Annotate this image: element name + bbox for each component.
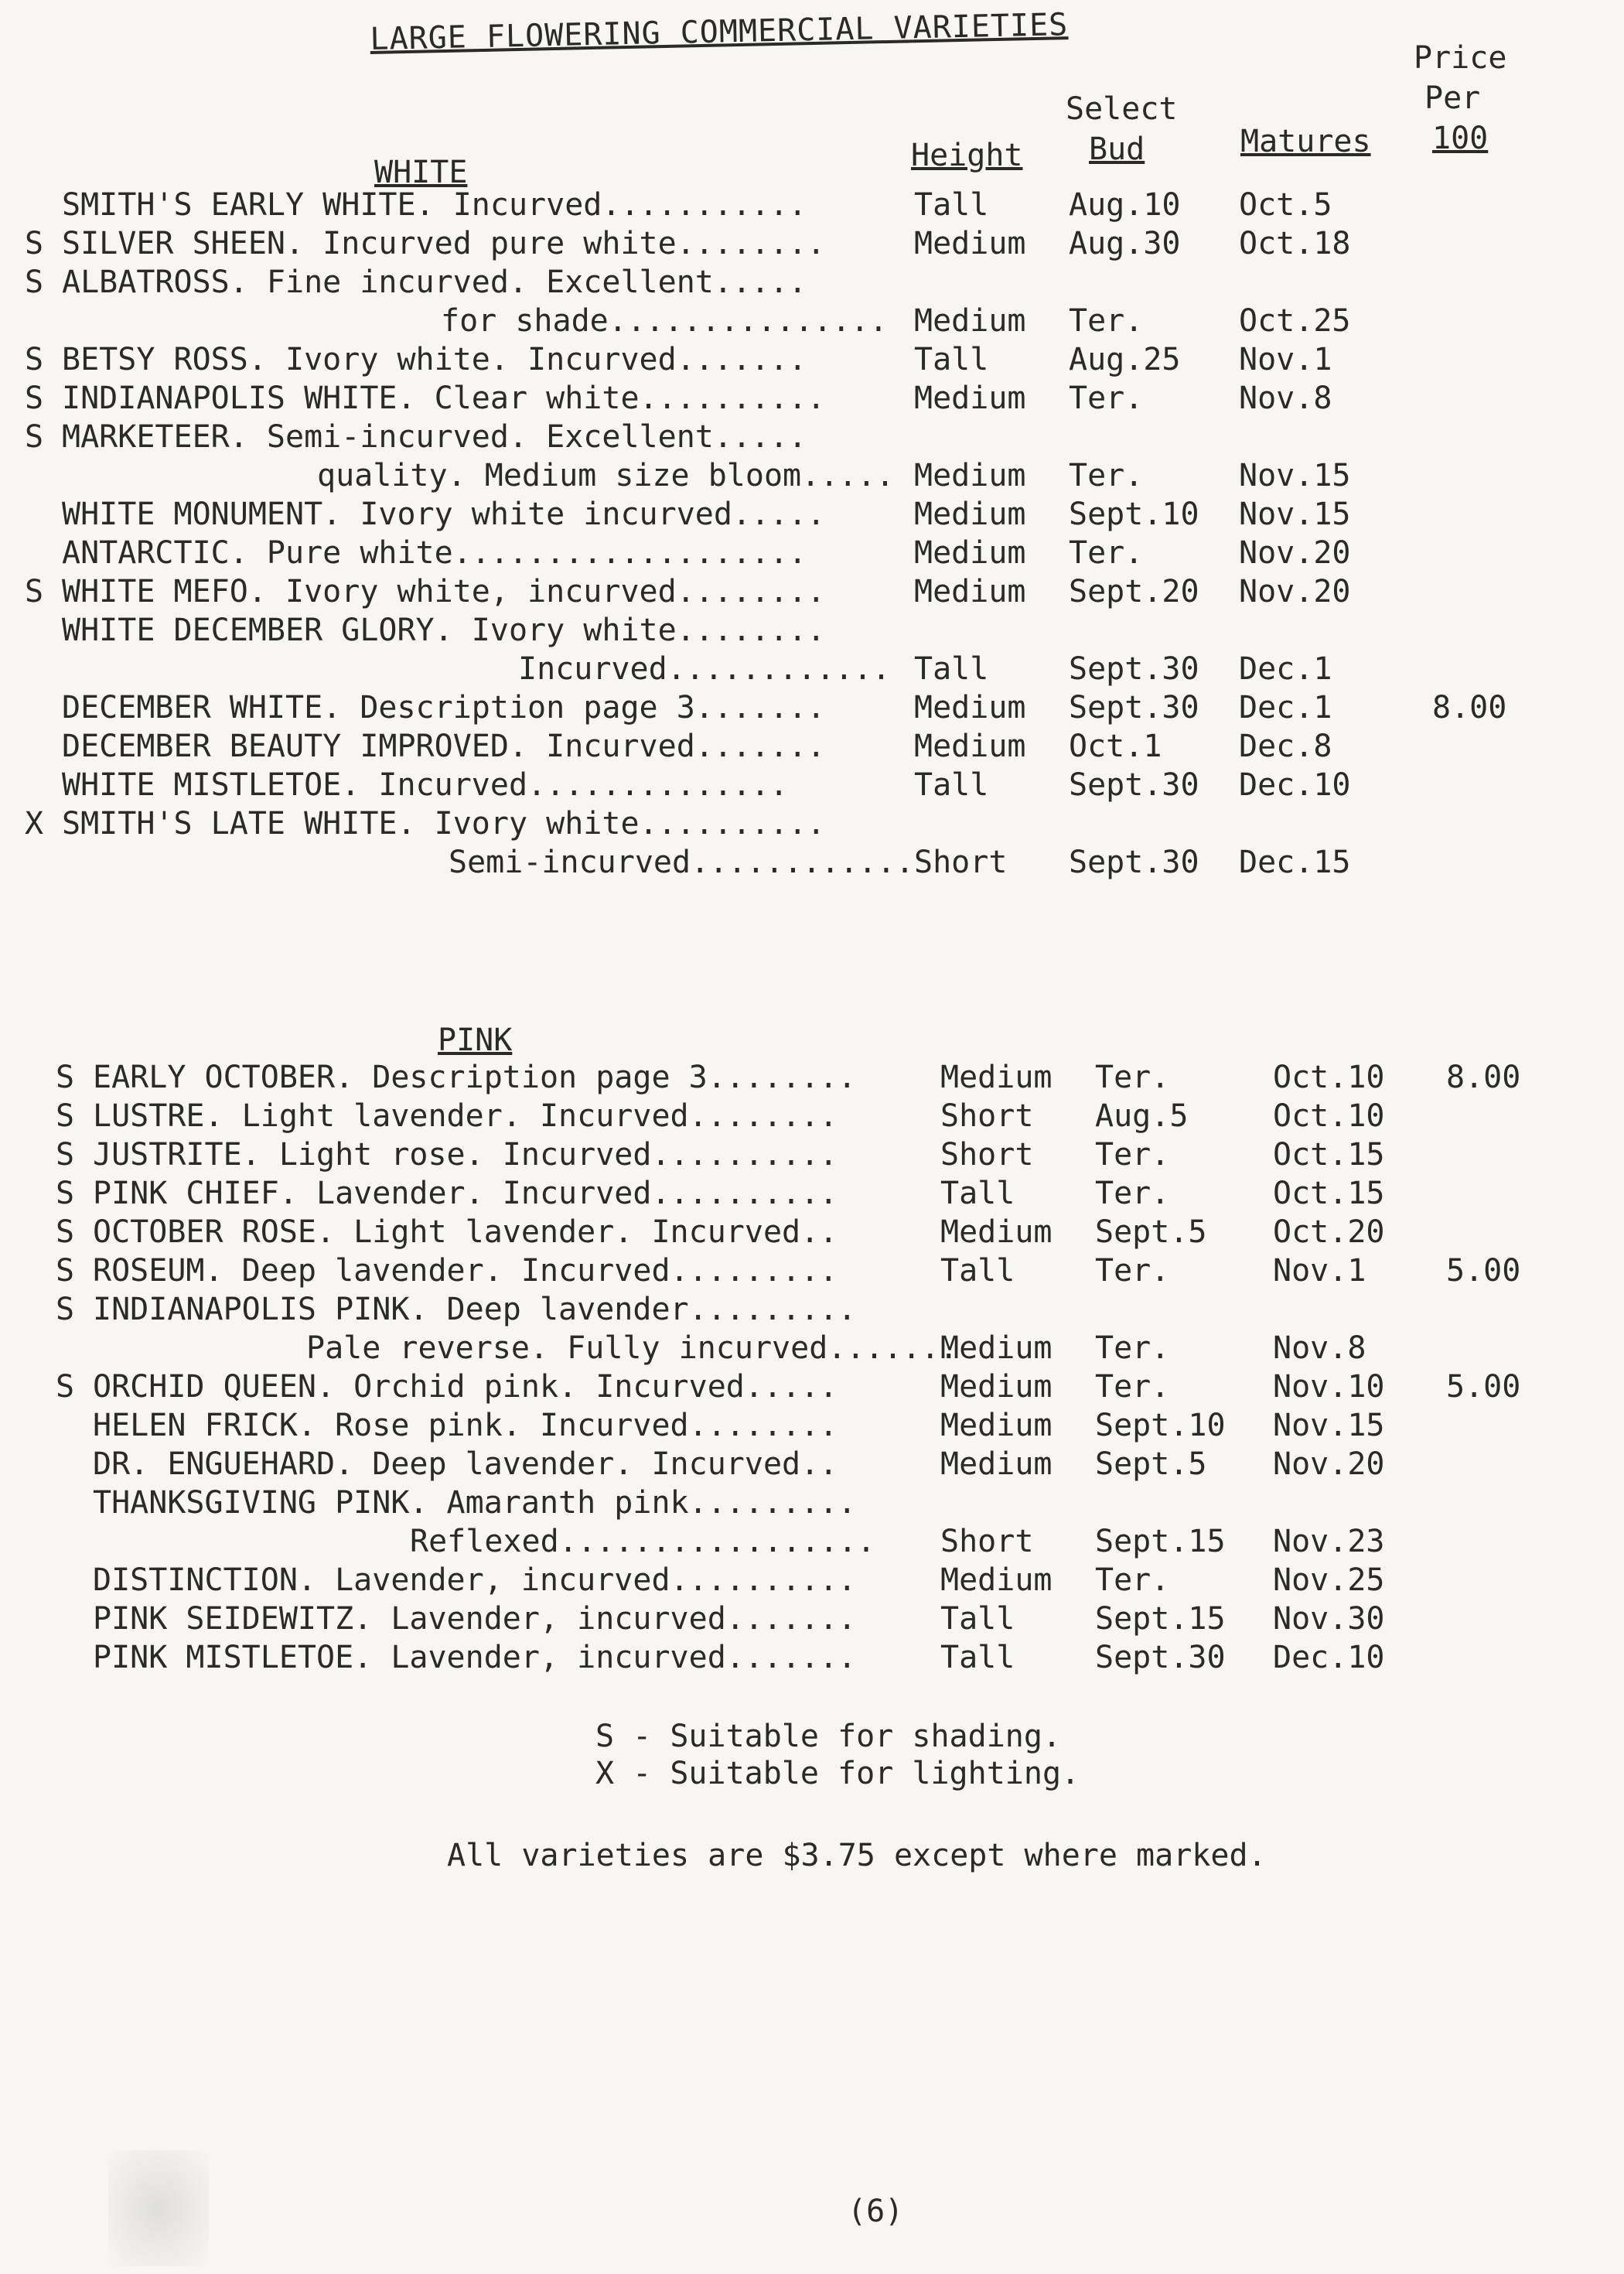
variety-matures: Nov.10 [1273,1369,1385,1405]
variety-row [0,1369,1624,1408]
variety-price: 8.00 [1446,1060,1521,1095]
variety-name: INDIANAPOLIS PINK. Deep lavender......... [93,1292,857,1327]
variety-row [0,535,1624,574]
variety-mark: S [56,1176,75,1211]
variety-name: HELEN FRICK. Rose pink. Incurved........ [93,1408,838,1443]
variety-name: LUSTRE. Light lavender. Incurved........ [93,1098,838,1134]
variety-select-bud: Ter. [1095,1330,1170,1366]
variety-height: Medium [940,1330,1053,1366]
variety-row [0,1408,1624,1446]
header-per: Per [1424,80,1481,116]
variety-row [0,729,1624,767]
variety-select-bud: Ter. [1095,1176,1170,1211]
variety-row [0,419,1624,497]
variety-select-bud: Oct.1 [1069,729,1162,764]
variety-height: Medium [914,574,1026,609]
variety-height: Medium [940,1060,1053,1095]
variety-matures: Oct.18 [1239,226,1351,261]
header-select: Select [1066,91,1178,127]
variety-name: PINK CHIEF. Lavender. Incurved.......... [93,1176,838,1211]
variety-matures: Nov.30 [1273,1601,1385,1637]
variety-row [0,497,1624,535]
variety-row [0,613,1624,690]
variety-select-bud: Sept.5 [1095,1446,1207,1482]
variety-row [0,690,1624,729]
variety-description-continued: quality. Medium size bloom..... [317,458,895,493]
variety-height: Medium [940,1446,1053,1482]
variety-name: WHITE MEFO. Ivory white, incurved........ [62,574,826,609]
variety-name: ROSEUM. Deep lavender. Incurved......... [93,1253,838,1289]
variety-name: WHITE MONUMENT. Ivory white incurved..... [62,497,826,532]
variety-select-bud: Sept.10 [1069,497,1199,532]
variety-row [0,1601,1624,1640]
variety-mark: S [56,1253,75,1289]
variety-name: ANTARCTIC. Pure white................... [62,535,807,571]
variety-height: Medium [914,226,1026,261]
variety-height: Medium [940,1562,1053,1598]
variety-name: DR. ENGUEHARD. Deep lavender. Incurved.. [93,1446,838,1482]
variety-select-bud: Aug.25 [1069,342,1181,377]
variety-row [0,226,1624,265]
variety-row [0,1098,1624,1137]
variety-name: WHITE MISTLETOE. Incurved.............. [62,767,789,803]
variety-mark: S [56,1214,75,1250]
variety-matures: Dec.15 [1239,845,1351,880]
variety-select-bud: Ter. [1095,1060,1170,1095]
page-title: LARGE FLOWERING COMMERCIAL VARIETIES [370,7,1069,57]
variety-row [0,1137,1624,1176]
variety-mark: S [25,574,44,609]
variety-select-bud: Sept.20 [1069,574,1199,609]
variety-row [0,187,1624,226]
variety-select-bud: Sept.30 [1069,690,1199,726]
variety-select-bud: Ter. [1095,1253,1170,1289]
variety-row [0,1253,1624,1292]
variety-height: Medium [914,497,1026,532]
variety-name: DECEMBER WHITE. Description page 3....... [62,690,826,726]
variety-description-continued: Pale reverse. Fully incurved....... [306,1330,958,1366]
variety-matures: Nov.15 [1273,1408,1385,1443]
variety-matures: Nov.1 [1239,342,1332,377]
variety-mark: X [25,806,44,842]
variety-row [0,1446,1624,1485]
variety-matures: Oct.15 [1273,1137,1385,1173]
variety-height: Tall [914,342,989,377]
header-100: 100 [1432,121,1489,156]
variety-matures: Nov.15 [1239,458,1351,493]
variety-matures: Nov.20 [1273,1446,1385,1482]
variety-mark: S [25,265,44,300]
variety-name: JUSTRITE. Light rose. Incurved.......... [93,1137,838,1173]
variety-row [0,1060,1624,1098]
variety-height: Medium [940,1369,1053,1405]
variety-select-bud: Aug.5 [1095,1098,1189,1134]
variety-name: EARLY OCTOBER. Description page 3........ [93,1060,857,1095]
variety-matures: Nov.15 [1239,497,1351,532]
variety-row [0,1214,1624,1253]
variety-name: ALBATROSS. Fine incurved. Excellent..... [62,265,807,300]
variety-height: Medium [914,458,1026,493]
variety-row [0,1176,1624,1214]
variety-matures: Nov.8 [1273,1330,1366,1366]
variety-mark: S [56,1369,75,1405]
variety-select-bud: Sept.30 [1069,651,1199,687]
variety-name: SMITH'S EARLY WHITE. Incurved........... [62,187,807,223]
variety-select-bud: Sept.5 [1095,1214,1207,1250]
legend-lighting: X - Suitable for lighting. [595,1756,1080,1791]
variety-mark: S [25,226,44,261]
variety-select-bud: Aug.30 [1069,226,1181,261]
variety-select-bud: Sept.15 [1095,1601,1226,1637]
variety-height: Tall [940,1640,1015,1675]
variety-matures: Nov.25 [1273,1562,1385,1598]
legend-shading: S - Suitable for shading. [595,1719,1062,1754]
variety-mark: S [25,381,44,416]
section-title-pink: PINK [438,1023,513,1058]
variety-select-bud: Ter. [1095,1369,1170,1405]
variety-name: DISTINCTION. Lavender, incurved.......... [93,1562,857,1598]
variety-matures: Nov.1 [1273,1253,1366,1289]
variety-select-bud: Sept.30 [1095,1640,1226,1675]
variety-row [0,265,1624,342]
variety-mark: S [56,1137,75,1173]
variety-mark: S [56,1098,75,1134]
variety-matures: Nov.23 [1273,1524,1385,1559]
variety-name: MARKETEER. Semi-incurved. Excellent..... [62,419,807,455]
variety-select-bud: Ter. [1069,381,1144,416]
variety-height: Short [940,1524,1034,1559]
variety-select-bud: Ter. [1095,1137,1170,1173]
variety-name: BETSY ROSS. Ivory white. Incurved....... [62,342,807,377]
variety-height: Short [940,1098,1034,1134]
variety-matures: Dec.10 [1273,1640,1385,1675]
variety-matures: Nov.8 [1239,381,1332,416]
variety-row [0,1640,1624,1678]
header-price: Price [1414,40,1507,76]
variety-mark: S [56,1292,75,1327]
variety-name: INDIANAPOLIS WHITE. Clear white.......... [62,381,826,416]
variety-matures: Dec.1 [1239,690,1332,726]
variety-select-bud: Ter. [1069,535,1144,571]
variety-description-continued: Reflexed................. [410,1524,876,1559]
variety-matures: Dec.1 [1239,651,1332,687]
variety-height: Tall [940,1176,1015,1211]
variety-matures: Oct.15 [1273,1176,1385,1211]
variety-matures: Dec.10 [1239,767,1351,803]
variety-description-continued: for shade............... [441,303,888,339]
variety-height: Medium [914,381,1026,416]
variety-select-bud: Aug.10 [1069,187,1181,223]
variety-name: DECEMBER BEAUTY IMPROVED. Incurved....... [62,729,826,764]
variety-matures: Oct.10 [1273,1060,1385,1095]
variety-matures: Oct.20 [1273,1214,1385,1250]
variety-mark: S [56,1060,75,1095]
variety-select-bud: Sept.10 [1095,1408,1226,1443]
variety-name: ORCHID QUEEN. Orchid pink. Incurved..... [93,1369,838,1405]
variety-height: Medium [914,729,1026,764]
variety-name: OCTOBER ROSE. Light lavender. Incurved.. [93,1214,838,1250]
variety-select-bud: Ter. [1095,1562,1170,1598]
variety-row [0,574,1624,613]
variety-matures: Dec.8 [1239,729,1332,764]
variety-select-bud: Sept.15 [1095,1524,1226,1559]
variety-description-continued: Incurved............ [518,651,891,687]
variety-matures: Oct.10 [1273,1098,1385,1134]
variety-height: Short [914,845,1008,880]
variety-select-bud: Ter. [1069,458,1144,493]
variety-name: THANKSGIVING PINK. Amaranth pink......... [93,1485,857,1521]
variety-height: Short [940,1137,1034,1173]
variety-name: SMITH'S LATE WHITE. Ivory white.......... [62,806,826,842]
variety-row [0,1292,1624,1369]
variety-price: 5.00 [1446,1253,1521,1289]
variety-row [0,1562,1624,1601]
variety-height: Medium [914,535,1026,571]
variety-height: Tall [914,187,989,223]
variety-matures: Nov.20 [1239,574,1351,609]
header-bud: Bud [1089,131,1145,167]
variety-price: 5.00 [1446,1369,1521,1405]
variety-height: Medium [914,690,1026,726]
variety-row [0,342,1624,381]
header-height: Height [911,138,1023,173]
variety-mark: S [25,419,44,455]
variety-height: Medium [940,1408,1053,1443]
variety-select-bud: Sept.30 [1069,845,1199,880]
variety-height: Tall [940,1601,1015,1637]
variety-row [0,381,1624,419]
variety-price: 8.00 [1432,690,1507,726]
variety-height: Medium [940,1214,1053,1250]
variety-select-bud: Sept.30 [1069,767,1199,803]
variety-name: WHITE DECEMBER GLORY. Ivory white........ [62,613,826,648]
variety-row [0,1485,1624,1562]
variety-select-bud: Ter. [1069,303,1144,339]
section-title-white: WHITE [374,155,468,190]
variety-matures: Oct.25 [1239,303,1351,339]
price-note: All varieties are $3.75 except where marked. [447,1838,1267,1873]
variety-description-continued: Semi-incurved............ [449,845,915,880]
variety-height: Tall [914,767,989,803]
variety-height: Medium [914,303,1026,339]
page-number: (6) [848,2194,904,2229]
variety-name: SILVER SHEEN. Incurved pure white........ [62,226,826,261]
variety-mark: S [25,342,44,377]
variety-name: PINK MISTLETOE. Lavender, incurved....... [93,1640,857,1675]
variety-row [0,806,1624,883]
variety-height: Tall [940,1253,1015,1289]
page-smudge [108,2150,209,2266]
variety-height: Tall [914,651,989,687]
variety-matures: Nov.20 [1239,535,1351,571]
variety-row [0,767,1624,806]
variety-name: PINK SEIDEWITZ. Lavender, incurved....... [93,1601,857,1637]
variety-matures: Oct.5 [1239,187,1332,223]
header-matures: Matures [1240,124,1371,159]
